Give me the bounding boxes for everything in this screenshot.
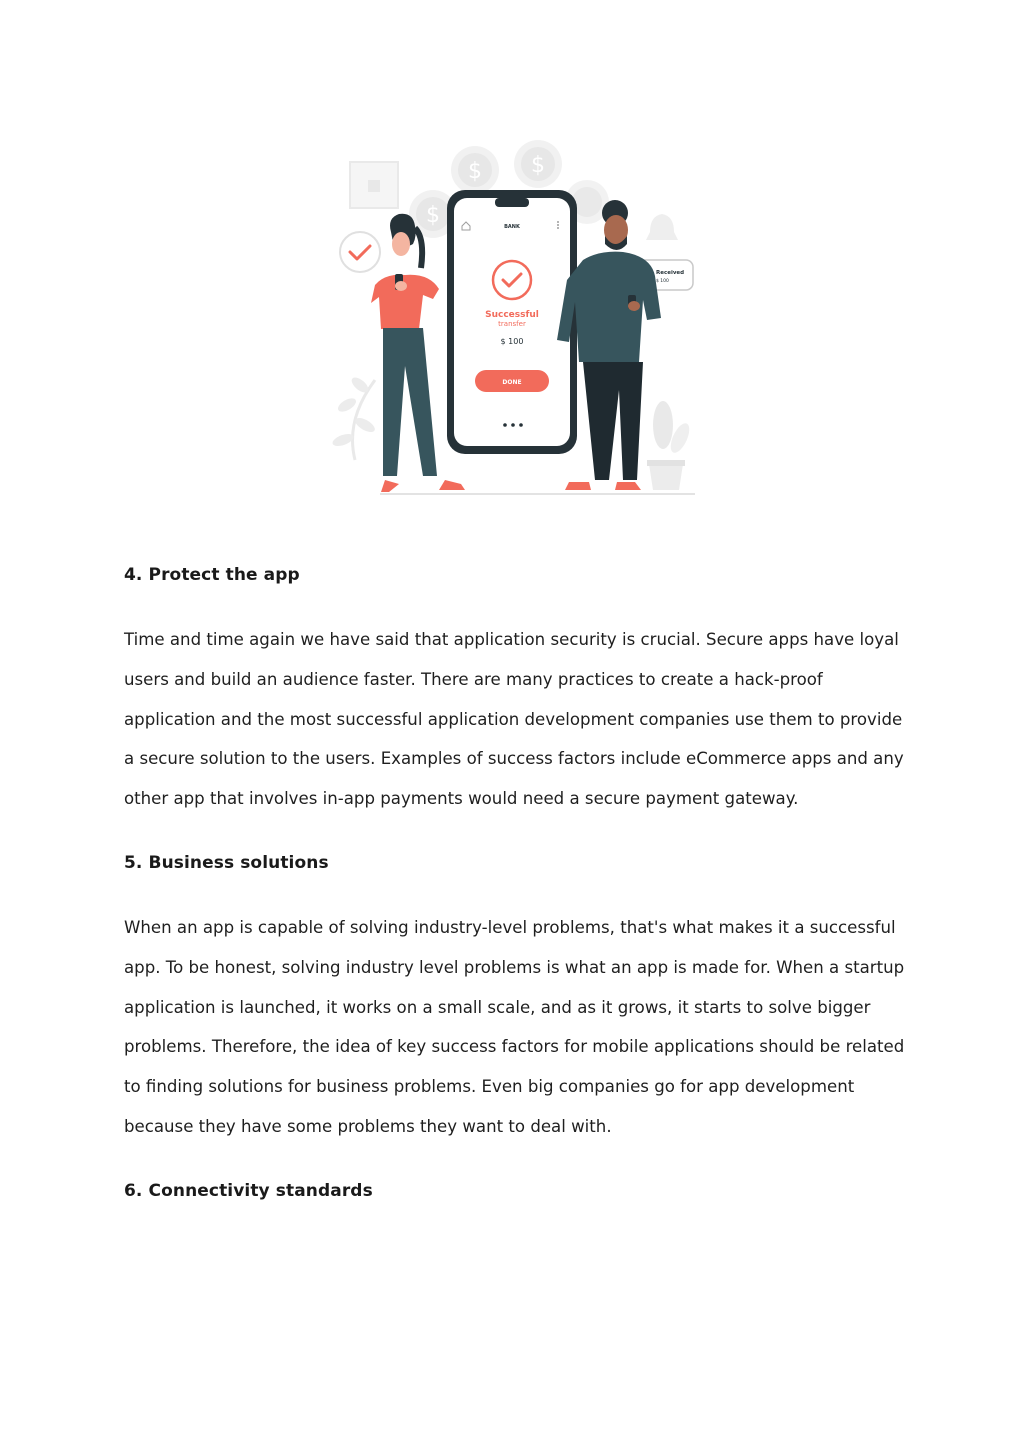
smartphone [447,190,577,454]
received-label: Received [656,270,685,276]
svg-text:DONE: DONE [502,379,522,386]
svg-text:$: $ [531,153,545,178]
svg-text:$: $ [468,159,482,184]
received-amount: $ 100 [656,279,669,284]
wall-frame-icon [350,162,398,208]
section-body-protect-the-app: Time and time again we have said that application security is crucial. Secure apps have loyal users and build an audience faster. There are many practices to create a hack-proof application and the most successful application development companies use them to provide a secure solution to the users. Examples of success factors include eCommerce apps and any other app that involves in-app payments would need a secure payment gateway. [124,630,904,809]
transfer-amount: $ 100 [500,337,524,346]
potted-plant-icon [647,401,693,490]
dollar-coin-icon [451,146,499,194]
success-title: Successful [485,310,539,320]
bank-label: BANK [504,224,520,230]
more-vertical-icon [557,221,559,229]
bell-icon [646,214,678,240]
success-subtitle: transfer [498,320,526,328]
section-heading-protect-the-app: 4. Protect the app [124,565,300,585]
plant-icon [331,375,377,460]
section-heading-business-solutions: 5. Business solutions [124,852,329,873]
section-body-business-solutions: When an app is capable of solving industry-level problems, that's what makes it a successful app. To be honest, solving industry level problems is what an app is made for. When a startup application is launched, it works on a small scale, and as it grows, it starts to solve bigger problems. Therefore, the idea of key success factors for mobile applications should be related to finding solutions for business problems. Even big companies go for app development because they have some problems they want to deal with. [124,917,905,1136]
section-heading-connectivity-standards: 6. Connectivity standards [124,1180,373,1201]
article-content [124,557,914,1209]
done-button[interactable] [475,370,549,392]
pagination-dots-icon [503,423,523,427]
check-bubble-icon [340,232,380,272]
dollar-coin-icon [514,140,562,188]
svg-text:$: $ [426,203,440,228]
mobile-payment-illustration [325,140,700,515]
